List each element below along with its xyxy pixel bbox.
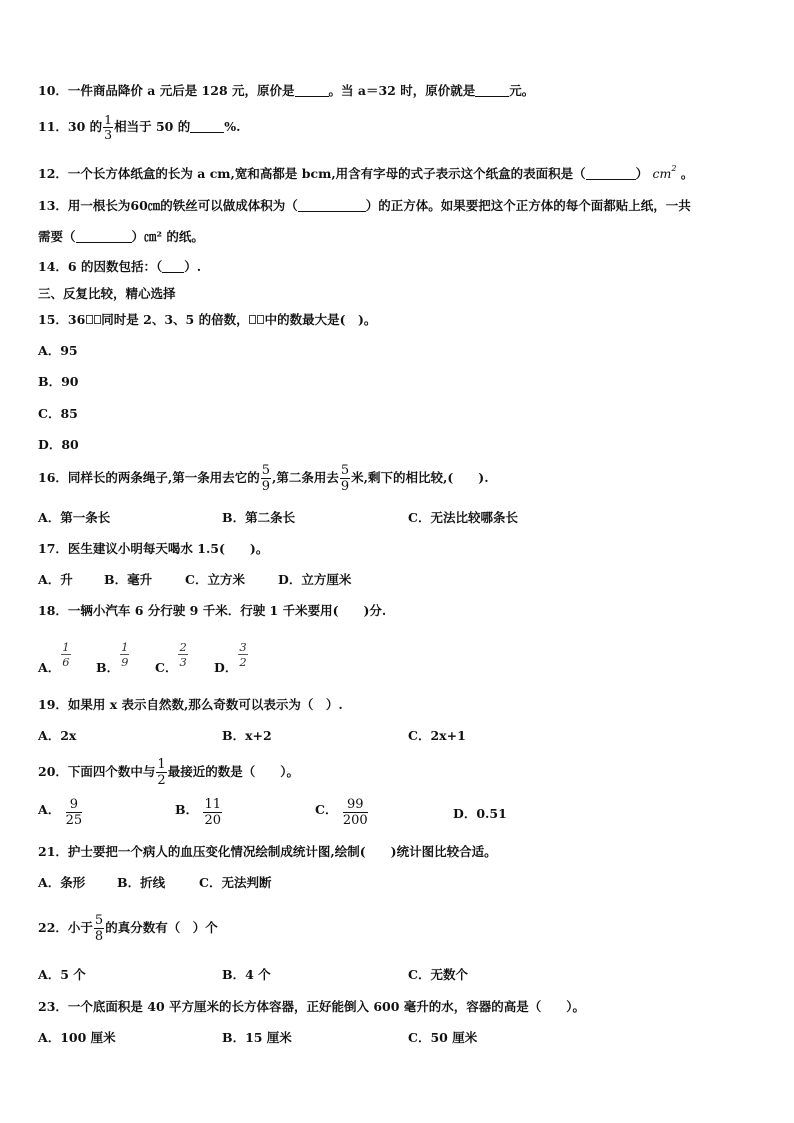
q21-option-c[interactable]: C．无法判断 [199, 875, 272, 890]
q22-option-c[interactable]: C．无数个 [408, 967, 468, 982]
q13-text-b: ）的正方体。如果要把这个正方体的每个面都贴上纸，一共 [365, 198, 691, 213]
q23-option-c[interactable]: C．50 厘米 [408, 1030, 478, 1045]
question-23: 23．一个底面积是 40 平方厘米的长方体容器，正好能倒入 600 毫升的水，容器的高是（ ）。 [38, 999, 586, 1014]
question-11 [38, 113, 240, 142]
question-18: 18．一辆小汽车 6 分行驶 9 千米．行驶 1 千米要用( )分. [38, 603, 387, 618]
q10-text-c: 元。 [509, 83, 535, 98]
question-21: 21．护士要把一个病人的血压变化情况绘制成统计图,绘制( )统计图比较合适。 [38, 844, 497, 859]
question-16 [38, 463, 489, 494]
question-14 [38, 259, 201, 275]
box-placeholder-icon [257, 315, 264, 324]
q13-text-d: ）㎝² 的纸。 [131, 229, 204, 244]
q19-option-a[interactable]: A．2x [38, 728, 77, 743]
fraction: $\frac{2}{3}$ [179, 640, 187, 669]
q22-text-b: 的真分数有（ ）个 [105, 920, 218, 935]
q14-text-b: ）. [184, 259, 202, 274]
q15-text-a: 15．36 [38, 312, 86, 327]
q15-option-d[interactable]: D．80 [38, 437, 79, 452]
fraction: $\frac{5}{8}$ [94, 913, 104, 944]
q11-text-a: 11．30 的 [38, 119, 103, 134]
question-22 [38, 913, 218, 944]
answer-blank[interactable] [475, 84, 509, 97]
q19-option-c[interactable]: C．2x+1 [408, 728, 466, 743]
fraction: $\frac{99}{200}$ [342, 797, 368, 828]
q15-option-c[interactable]: C．85 [38, 406, 78, 421]
q12-text-a: 12．一个长方体纸盒的长为 a cm,宽和高都是 bcm,用含有字母的式子表示这个纸盒的表面积是（ [38, 166, 586, 181]
box-placeholder-icon [94, 315, 101, 324]
q11-text-c: %. [224, 119, 241, 134]
fraction: $\frac{11}{20}$ [204, 797, 221, 828]
question-15 [38, 312, 376, 328]
question-10 [38, 83, 534, 99]
q10-text-b: 。当 a＝32 时，原价就是 [328, 83, 476, 98]
q20-text-a: 20．下面四个数中与 [38, 764, 156, 779]
q16-text-c: 米,剩下的相比较,( ). [351, 470, 489, 485]
q13-text-c: 需要（ [38, 229, 76, 244]
q10-text-a: 10．一件商品降价 a 元后是 128 元，原价是 [38, 83, 295, 98]
section-heading: 三、反复比较，精心选择 [38, 286, 176, 301]
q21-option-a[interactable]: A．条形 [38, 875, 86, 890]
fraction: $\frac{3}{2}$ [239, 640, 247, 669]
q18-option-b[interactable]: B． $\frac{1}{9}$ [96, 640, 129, 675]
q16-option-b[interactable]: B．第二条长 [222, 510, 296, 525]
q19-option-b[interactable]: B．x+2 [222, 728, 272, 743]
fraction: $\frac{5}{9}$ [261, 463, 271, 494]
fraction: $\frac{1}{3}$ [104, 112, 113, 142]
answer-blank[interactable] [295, 84, 329, 97]
q18-option-d[interactable]: D． $\frac{3}{2}$ [214, 640, 247, 675]
q20-option-a[interactable]: A． $\frac{9}{25}$ [38, 797, 83, 828]
q23-option-b[interactable]: B．15 厘米 [222, 1030, 292, 1045]
question-13-line-1 [38, 198, 691, 214]
box-placeholder-icon [86, 315, 93, 324]
answer-blank[interactable] [162, 260, 184, 273]
q15-text-c: 中的数最大是( )。 [264, 312, 377, 327]
q11-text-b: 相当于 50 的 [114, 119, 191, 134]
answer-blank[interactable] [298, 199, 366, 212]
q18-option-a[interactable]: A． $\frac{1}{6}$ [38, 640, 70, 675]
q20-text-b: 最接近的数是（ ）。 [167, 764, 299, 779]
question-20 [38, 757, 299, 788]
fraction: $\frac{1}{9}$ [121, 640, 129, 669]
q13-text-a: 13．用一根长为60㎝的铁丝可以做成体积为（ [38, 198, 298, 213]
question-12 [38, 161, 693, 182]
q20-option-c[interactable]: C． $\frac{99}{200}$ [315, 797, 368, 828]
q17-option-d[interactable]: D．立方厘米 [278, 572, 352, 587]
fraction: $\frac{9}{25}$ [65, 797, 83, 828]
q15-text-b: 同时是 2、3、5 的倍数， [101, 312, 249, 327]
fraction: $\frac{5}{9}$ [340, 463, 350, 494]
q15-option-b[interactable]: B．90 [38, 374, 79, 389]
fraction: $\frac{1}{6}$ [62, 640, 70, 669]
q17-option-b[interactable]: B．毫升 [104, 572, 153, 587]
answer-blank[interactable] [190, 120, 224, 133]
q12-text-b: ） [635, 166, 649, 181]
box-placeholder-icon [249, 315, 256, 324]
q20-option-b[interactable]: B． $\frac{11}{20}$ [175, 797, 221, 828]
answer-blank[interactable] [76, 230, 132, 243]
q16-option-c[interactable]: C．无法比较哪条长 [408, 510, 518, 525]
q14-text-a: 14．6 的因数包括：（ [38, 259, 163, 274]
q22-text-a: 22．小于 [38, 920, 93, 935]
question-19: 19．如果用 x 表示自然数,那么奇数可以表示为（ ）. [38, 697, 343, 712]
q12-text-c: 。 [680, 166, 694, 181]
q16-option-a[interactable]: A．第一条长 [38, 510, 111, 525]
q23-option-a[interactable]: A．100 厘米 [38, 1030, 116, 1045]
question-17: 17．医生建议小明每天喝水 1.5( )。 [38, 541, 269, 556]
q21-option-b[interactable]: B．折线 [117, 875, 166, 890]
q17-option-a[interactable]: A．升 [38, 572, 73, 587]
unit-cm: cm [652, 166, 672, 181]
question-13-line-2 [38, 229, 204, 245]
q15-option-a[interactable]: A．95 [38, 343, 78, 358]
unit-exponent: 2 [671, 164, 677, 173]
q16-text-a: 16．同样长的两条绳子,第一条用去它的 [38, 470, 260, 485]
fraction: $\frac{1}{2}$ [157, 757, 166, 788]
q18-option-c[interactable]: C． $\frac{2}{3}$ [155, 640, 187, 675]
q20-option-d[interactable]: D．0.51 [453, 806, 507, 821]
q17-option-c[interactable]: C．立方米 [185, 572, 245, 587]
answer-blank[interactable] [586, 167, 636, 180]
q16-text-b: ,第二条用去 [272, 470, 339, 485]
q22-option-a[interactable]: A．5 个 [38, 967, 86, 982]
q22-option-b[interactable]: B．4 个 [222, 967, 271, 982]
